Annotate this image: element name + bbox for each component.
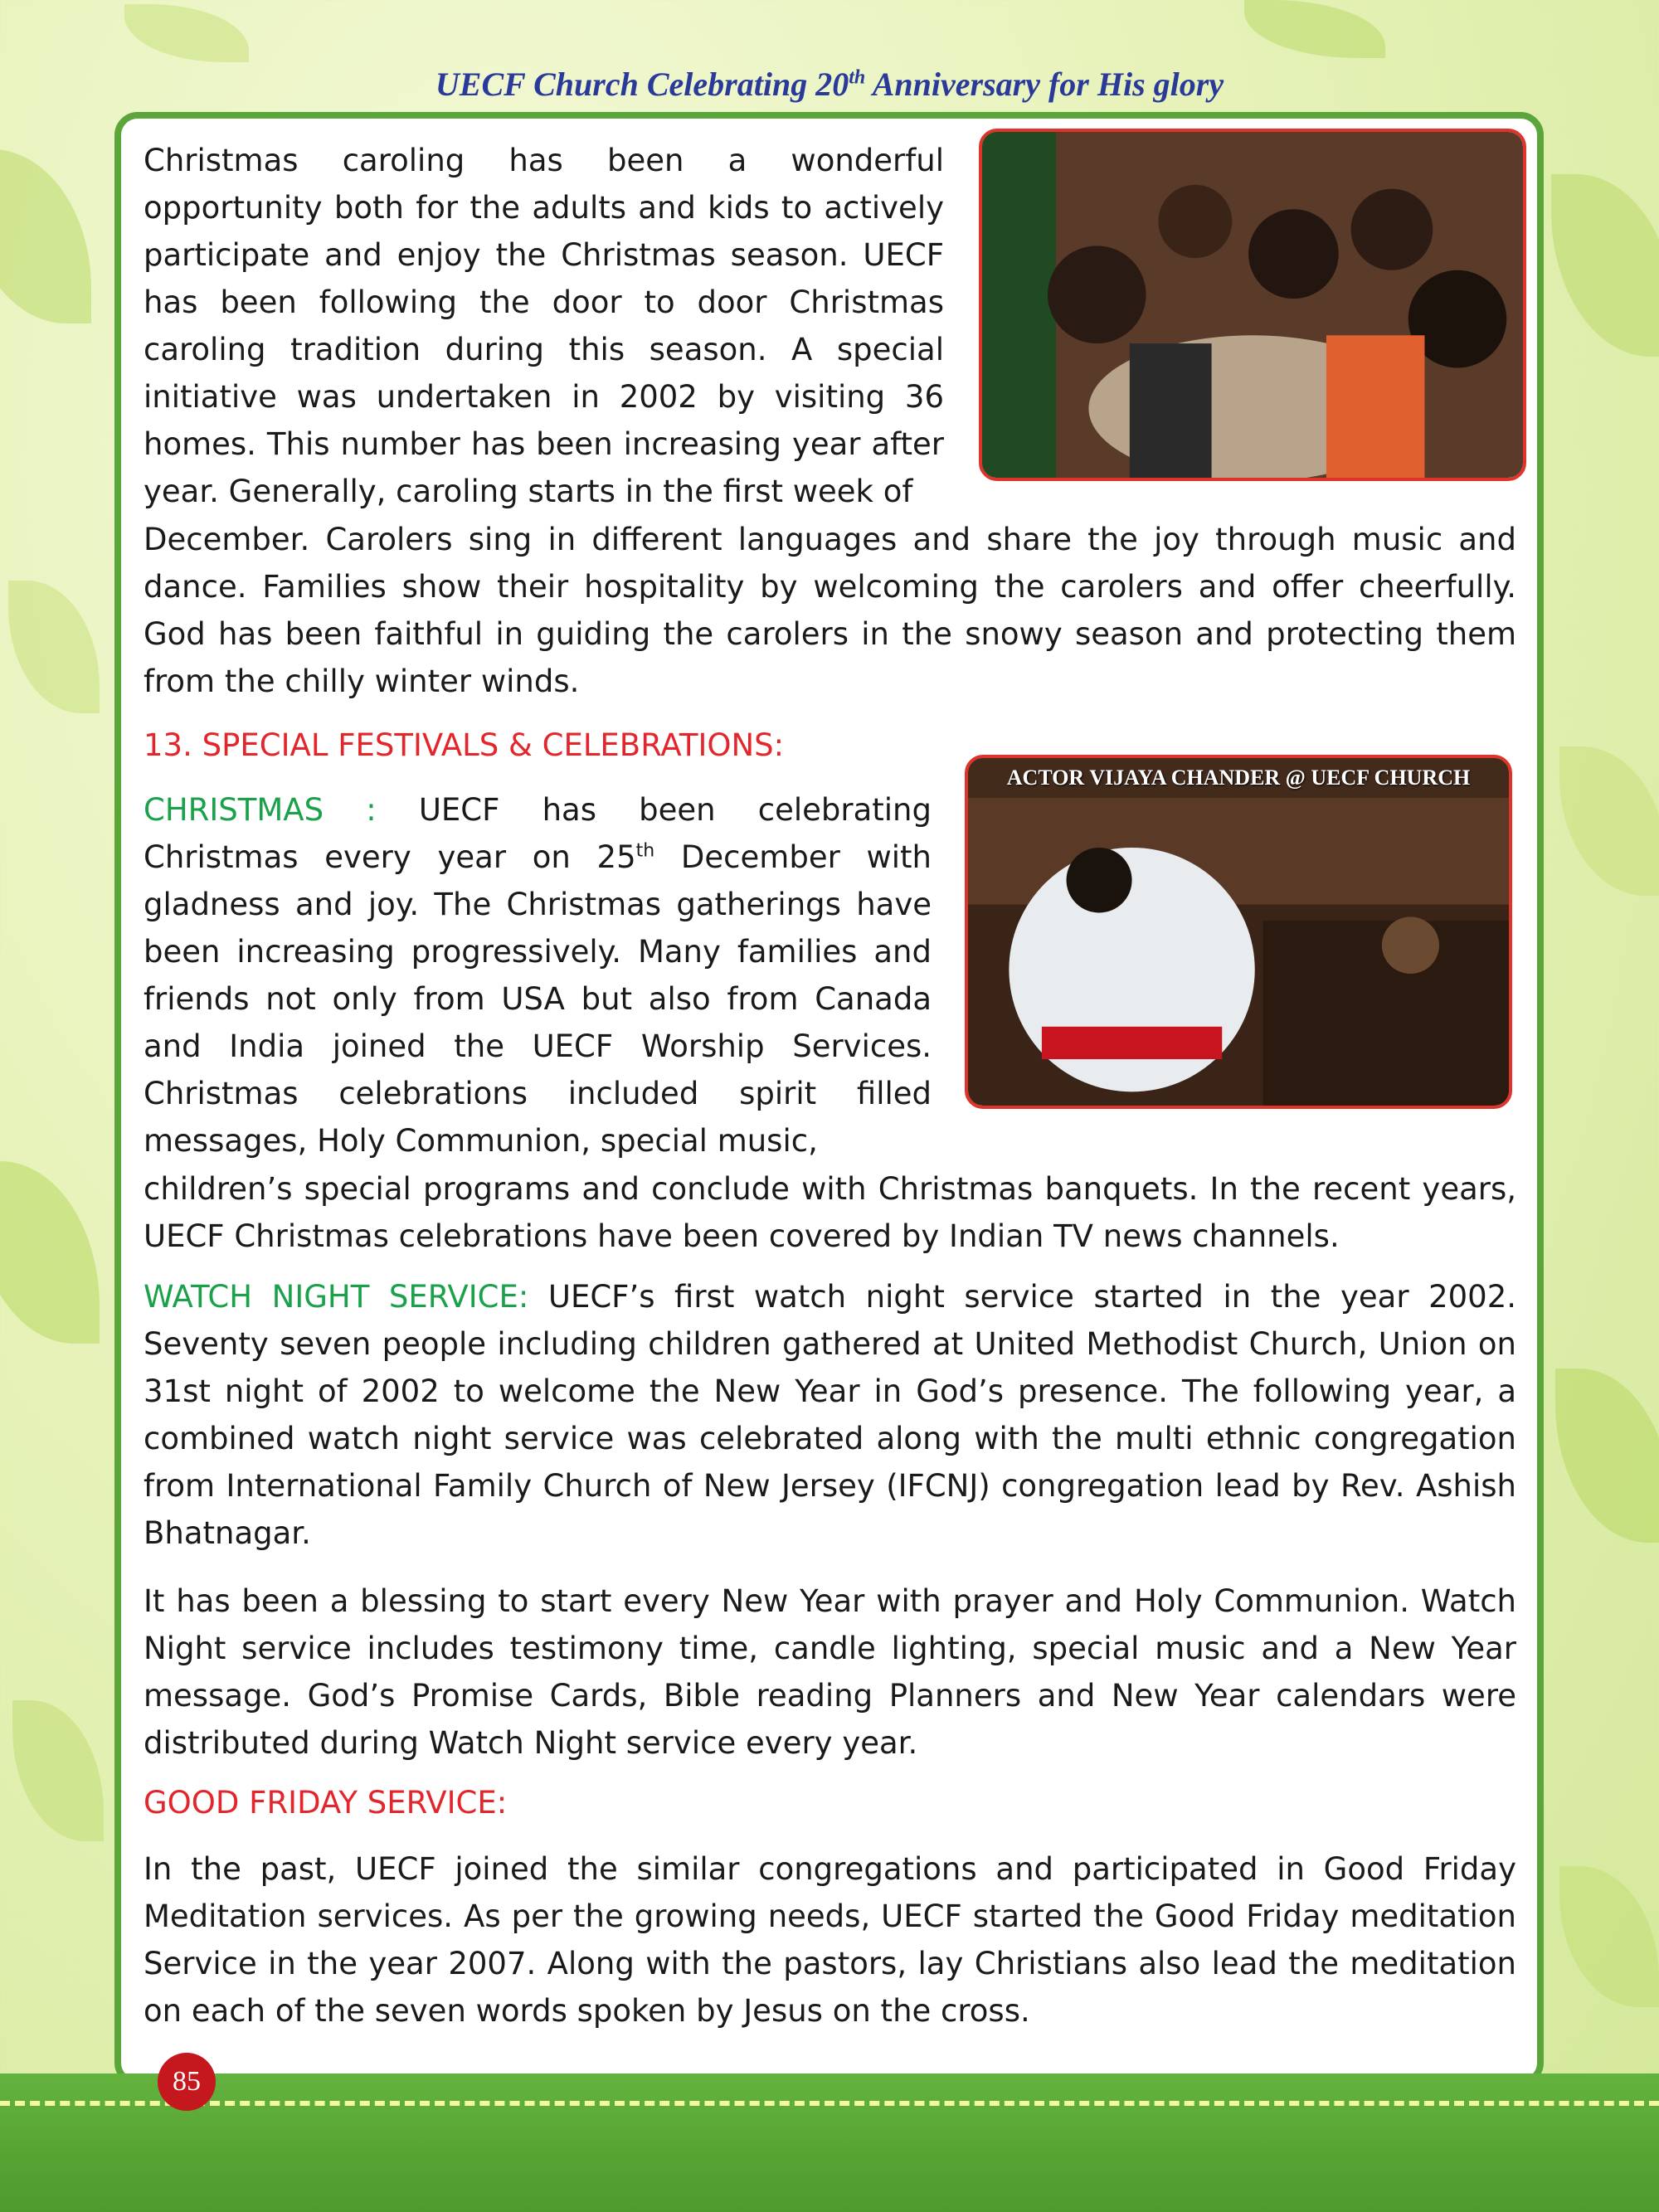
footer-band <box>0 2073 1659 2212</box>
caroling-text-top: Christmas caroling has been a wonderful opportunity both for the adults and kids to actively participate and enjoy the Christmas season. UECF has been following the door to door Christmas caroling tradition during this season. A special initiative was undertaken in 2002 by visiting 36 homes. This number has been increasing year after year. Generally, caroling starts in the first week of <box>144 143 944 509</box>
leaf-decoration <box>124 4 249 62</box>
leaf-decoration <box>1555 1369 1659 1543</box>
caroling-photo <box>979 129 1526 481</box>
watch-night-label: WATCH NIGHT SERVICE: <box>144 1279 529 1315</box>
leaf-decoration <box>8 581 100 713</box>
actor-photo <box>965 755 1512 1109</box>
leaf-decoration <box>0 1161 100 1344</box>
leaf-decoration <box>12 1700 104 1841</box>
section-heading: 13. SPECIAL FESTIVALS & CELEBRATIONS: <box>144 727 785 763</box>
leaf-decoration <box>1559 746 1659 896</box>
good-friday-text: In the past, UECF joined the similar congregations and participated in Good Friday Meditation services. As per the growing needs, UECF started the Good Friday meditation Service in the year 2007. Along with the pastors, lay Christians also lead the meditation on each of the seven words spoken by Jesus on the cross. <box>144 1851 1516 2029</box>
christmas-label: CHRISTMAS : <box>144 792 377 828</box>
footer-dashed-line <box>0 2101 1659 2106</box>
leaf-decoration <box>1551 174 1659 357</box>
watch-night-para2: It has been a blessing to start every New Year with prayer and Holy Communion. Watch Night service includes testimony time, candle lighting, special music and a New Year message. God’s Promise Cards, Bible reading Planners and New Year calendars were distributed during Watch Night service every year. <box>144 1583 1516 1761</box>
caroling-text-full: December. Carolers sing in different languages and share the joy through music and dance. Families show their hospitality by welcoming the carolers and offer cheerfully. God has been faithful in guiding the carolers in the snowy season and protecting them from the chilly winter winds. <box>144 522 1516 699</box>
page-header: UECF Church Celebrating 20th Anniversary for His glory <box>435 66 1224 103</box>
christmas-text-top: CHRISTMAS : UECF has been celebrating Christmas every year on 25th December with gladness and joy. The Christmas gatherings have been increasing progressively. Many families and friends not only from USA but also from Canada and India joined the UECF Worship Services. Christmas celebrations included spirit filled messages, Holy Communion, special music, <box>144 792 932 1159</box>
christmas-text-full: children’s special programs and conclude with Christmas banquets. In the recent years, UECF Christmas celebrations have been covered by Indian TV news channels. <box>144 1171 1516 1254</box>
leaf-decoration <box>1559 1866 1659 2007</box>
leaf-decoration <box>0 149 91 323</box>
photo-caption: ACTOR VIJAYA CHANDER @ UECF CHURCH <box>968 758 1509 798</box>
good-friday-heading: GOOD FRIDAY SERVICE: <box>144 1785 508 1821</box>
watch-night-text: WATCH NIGHT SERVICE: UECF’s first watch night service started in the year 2002. Seventy seven people including children gathered at United Methodist Church, Union on 31st night of 2002 to welcome the New Year in God’s presence. The following year, a combined watch night service was celebrated along with the multi ethnic congregation from International Family Church of New Jersey (IFCNJ) congregation lead by Rev. Ashish Bhatnagar. <box>144 1279 1516 1551</box>
leaf-decoration <box>1244 0 1385 58</box>
page-number: 85 <box>158 2053 216 2111</box>
